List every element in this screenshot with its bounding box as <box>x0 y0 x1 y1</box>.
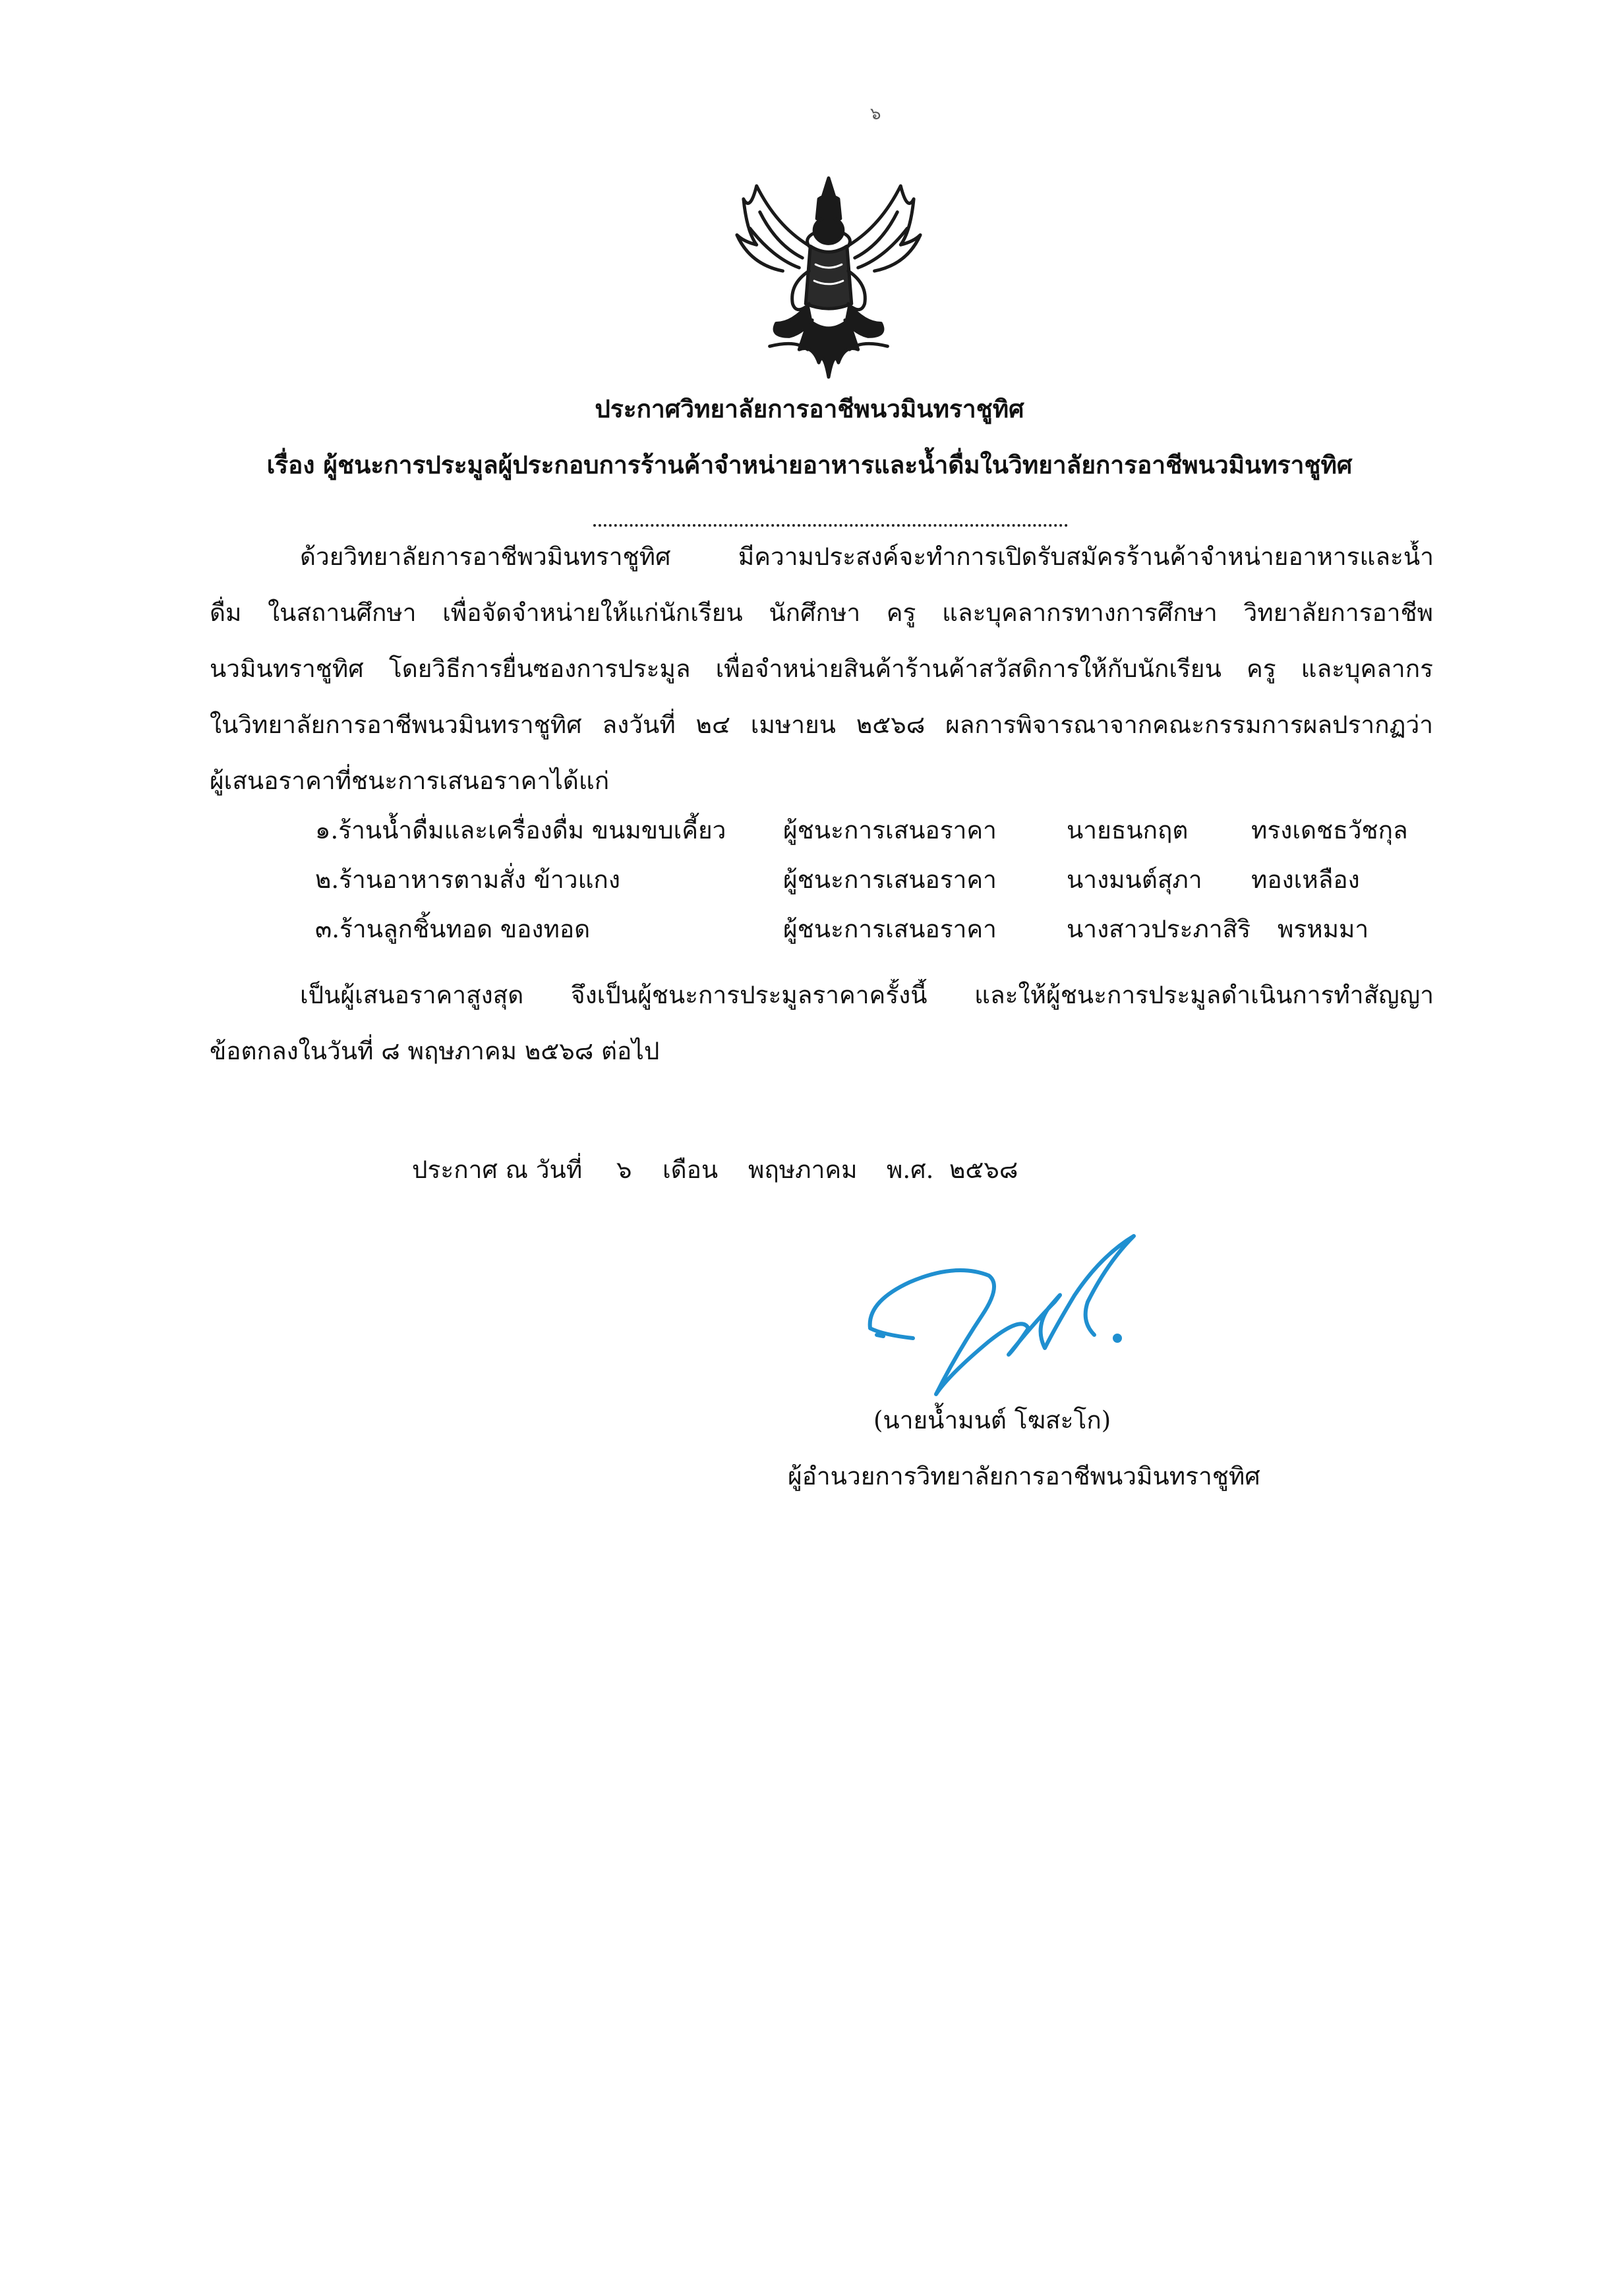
winner-first-name: นางสาวประภาสิริ <box>1067 915 1251 943</box>
date-day: ๖ <box>616 1156 632 1184</box>
announcement-title: ประกาศวิทยาลัยการอาชีพนวมินทราชูทิศ <box>595 394 1024 423</box>
director-signature <box>857 1223 1173 1421</box>
winner-last-name: ทรงเดชธวัชกุล <box>1251 816 1408 844</box>
paragraph1-line1: ด้วยวิทยาลัยการอาชีพวมินทราชูทิศ มีความประสงค์จะทำการเปิดรับสมัครร้านค้าจำหน่ายอาหารและน้ำ <box>300 543 1434 571</box>
winner-last-name: พรหมมา <box>1278 915 1369 943</box>
date-year-label: พ.ศ. <box>887 1156 934 1184</box>
winner-first-name: นายธนกฤต <box>1067 816 1189 844</box>
paragraph1-line2: ดื่ม ในสถานศึกษา เพื่อจัดจำหน่ายให้แก่นักเรียน นักศึกษา ครู และบุคลากรทางการศึกษา วิทยาลัยการอาชีพ <box>210 599 1433 627</box>
winner-first-name: นางมนต์สุภา <box>1067 866 1202 894</box>
paragraph2-line1: เป็นผู้เสนอราคาสูงสุด จึงเป็นผู้ชนะการประมูลราคาครั้งนี้ และให้ผู้ชนะการประมูลดำเนินการทำสัญญา <box>300 981 1434 1009</box>
date-year: ๒๕๖๘ <box>949 1156 1018 1184</box>
winner-shop: ๑.ร้านน้ำดื่มและเครื่องดื่ม ขนมขบเคี้ยว <box>315 816 726 844</box>
date-prefix: ประกาศ ณ วันที่ <box>412 1156 583 1184</box>
paragraph1-line3: นวมินทราชูทิศ โดยวิธีการยื่นซองการประมูล เพื่อจำหน่ายสินค้าร้านค้าสวัสดิการให้กับนักเรียน ครู และบุคลากร <box>210 655 1433 683</box>
garuda-emblem-icon <box>730 173 927 382</box>
announcement-subject: เรื่อง ผู้ชนะการประมูลผู้ประกอบการร้านค้าจำหน่ายอาหารและน้ำดื่มในวิทยาลัยการอาชีพนวมินทราชูทิศ <box>266 450 1353 479</box>
paragraph1-line4: ในวิทยาลัยการอาชีพนวมินทราชูทิศ ลงวันที่ ๒๔ เมษายน ๒๕๖๘ ผลการพิจารณาจากคณะกรรมการผลปรากฏว่า <box>210 711 1433 739</box>
date-month-label: เดือน <box>662 1156 719 1184</box>
winner-status: ผู้ชนะการเสนอราคา <box>783 915 997 943</box>
winner-last-name: ทองเหลือง <box>1251 866 1360 894</box>
signatory-position: ผู้อำนวยการวิทยาลัยการอาชีพนวมินทราชูทิศ <box>788 1462 1260 1490</box>
signatory-name: (นายน้ำมนต์ โฆสะโก) <box>873 1406 1111 1434</box>
paragraph2-line2: ข้อตกลงในวันที่ ๘ พฤษภาคม ๒๕๖๘ ต่อไป <box>210 1037 660 1065</box>
title-divider <box>593 511 1068 527</box>
winner-shop: ๓.ร้านลูกชิ้นทอด ของทอด <box>315 915 591 943</box>
date-month: พฤษภาคม <box>748 1156 858 1184</box>
winner-shop: ๒.ร้านอาหารตามสั่ง ข้าวแกง <box>315 866 620 894</box>
winner-status: ผู้ชนะการเสนอราคา <box>783 866 997 894</box>
paragraph1-line5: ผู้เสนอราคาที่ชนะการเสนอราคาได้แก่ <box>210 767 610 795</box>
winner-status: ผู้ชนะการเสนอราคา <box>783 816 997 844</box>
page-mark: ๖ <box>870 104 881 124</box>
